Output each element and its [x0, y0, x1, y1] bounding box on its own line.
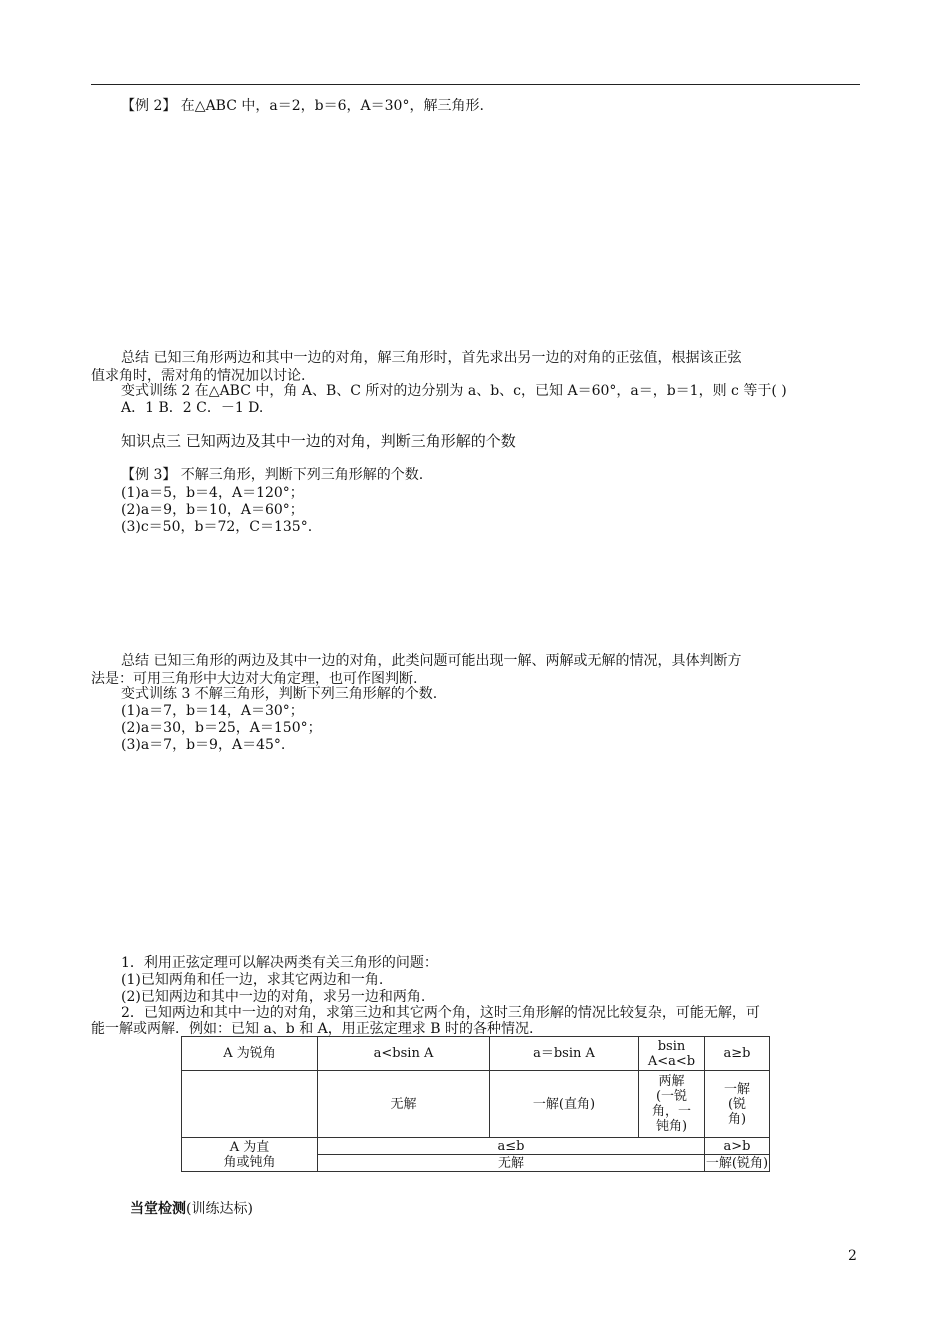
in-class-check-title: 当堂检测 [130, 1201, 186, 1217]
variant-training-3: 变式训练 3 不解三角形，判断下列三角形解的个数. [121, 686, 438, 702]
variant-training-3-item-1: (1)a＝7，b＝14，A＝30°； [121, 703, 304, 719]
summary-point-2-line-2: 能一解或两解．例如：已知 a、b 和 A，用正弦定理求 B 时的各种情况. [91, 1021, 534, 1037]
header-equal: a＝bsin A [490, 1037, 639, 1071]
summary-2-line-1: 总结 已知三角形的两边及其中一边的对角，此类问题可能出现一解、两解或无解的情况，具体判断方 [121, 653, 742, 669]
table-row [182, 1138, 770, 1155]
cell-one-solution-2: 一解(锐角) [705, 1155, 769, 1171]
summary-1-line-1: 总结 已知三角形两边和其中一边的对角，解三角形时，首先求出另一边的对角的正弦值，根据该正弦 [121, 350, 742, 366]
variant-training-3-item-2: (2)a＝30，b＝25，A＝150°； [121, 720, 322, 736]
solution-cases-table [181, 1036, 770, 1172]
cell-two-solutions: 两解 (一锐 角，一 钝角) [639, 1071, 705, 1138]
variant-training-2-options: A．1 B．2 C．－1 D. [121, 400, 264, 416]
summary-point-1-item-1: (1)已知两角和任一边，求其它两边和一角. [121, 972, 384, 988]
header-less-than: a<bsin A [318, 1037, 490, 1071]
table-row [182, 1071, 770, 1138]
cell-one-solution-right: 一解(直角) [490, 1071, 639, 1138]
cell-a-gt-b: a>b [705, 1138, 770, 1155]
example-3-item-2: (2)a＝9，b＝10，A＝60°； [121, 502, 304, 518]
cell-no-solution-2: 无解 [318, 1155, 705, 1172]
variant-training-3-item-3: (3)a＝7，b＝9，A＝45°. [121, 737, 286, 753]
page-number: 2 [848, 1248, 857, 1264]
empty-cell [182, 1071, 318, 1138]
example-3-item-3: (3)c＝50，b＝72，C＝135°. [121, 519, 313, 535]
header-right-or-obtuse: A 为直 角或钝角 [182, 1138, 318, 1172]
in-class-check-subtitle: (训练达标) [186, 1201, 253, 1217]
summary-point-2-line-1: 2．已知两边和其中一边的对角，求第三边和其它两个角，这时三角形解的情况比较复杂，可能无解，可 [121, 1005, 760, 1021]
summary-2-line-2: 法是：可用三角形中大边对大角定理，也可作图判断. [91, 671, 418, 687]
cell-a-le-b: a≤b [318, 1138, 705, 1155]
header-acute: A 为锐角 [182, 1037, 318, 1071]
variant-training-2: 变式训练 2 在△ABC 中，角 A、B、C 所对的边分别为 a、b、c，已知 A＝60°，a＝，b＝1，则 c 等于( ) [121, 383, 787, 399]
knowledge-point-3: 知识点三 已知两边及其中一边的对角，判断三角形解的个数 [121, 432, 516, 450]
example-2: 【例 2】 在△ABC 中，a＝2，b＝6，A＝30°，解三角形. [121, 98, 484, 114]
table-row [182, 1037, 770, 1071]
summary-point-1: 1．利用正弦定理可以解决两类有关三角形的问题： [121, 955, 438, 971]
header-between: bsin A<a<b [639, 1037, 705, 1071]
summary-point-1-item-2: (2)已知两边和其中一边的对角，求另一边和两角. [121, 989, 426, 1005]
summary-1-line-2: 值求角时，需对角的情况加以讨论. [91, 368, 306, 384]
cell-one-solution-acute: 一解 (锐 角) [705, 1071, 770, 1138]
header-rule [91, 84, 860, 85]
example-3-item-1: (1)a＝5，b＝4，A＝120°； [121, 485, 304, 501]
in-class-check [130, 1200, 253, 1218]
cell-no-solution: 无解 [318, 1071, 490, 1138]
header-greater-equal: a≥b [705, 1037, 770, 1071]
example-3: 【例 3】 不解三角形，判断下列三角形解的个数. [121, 467, 424, 483]
